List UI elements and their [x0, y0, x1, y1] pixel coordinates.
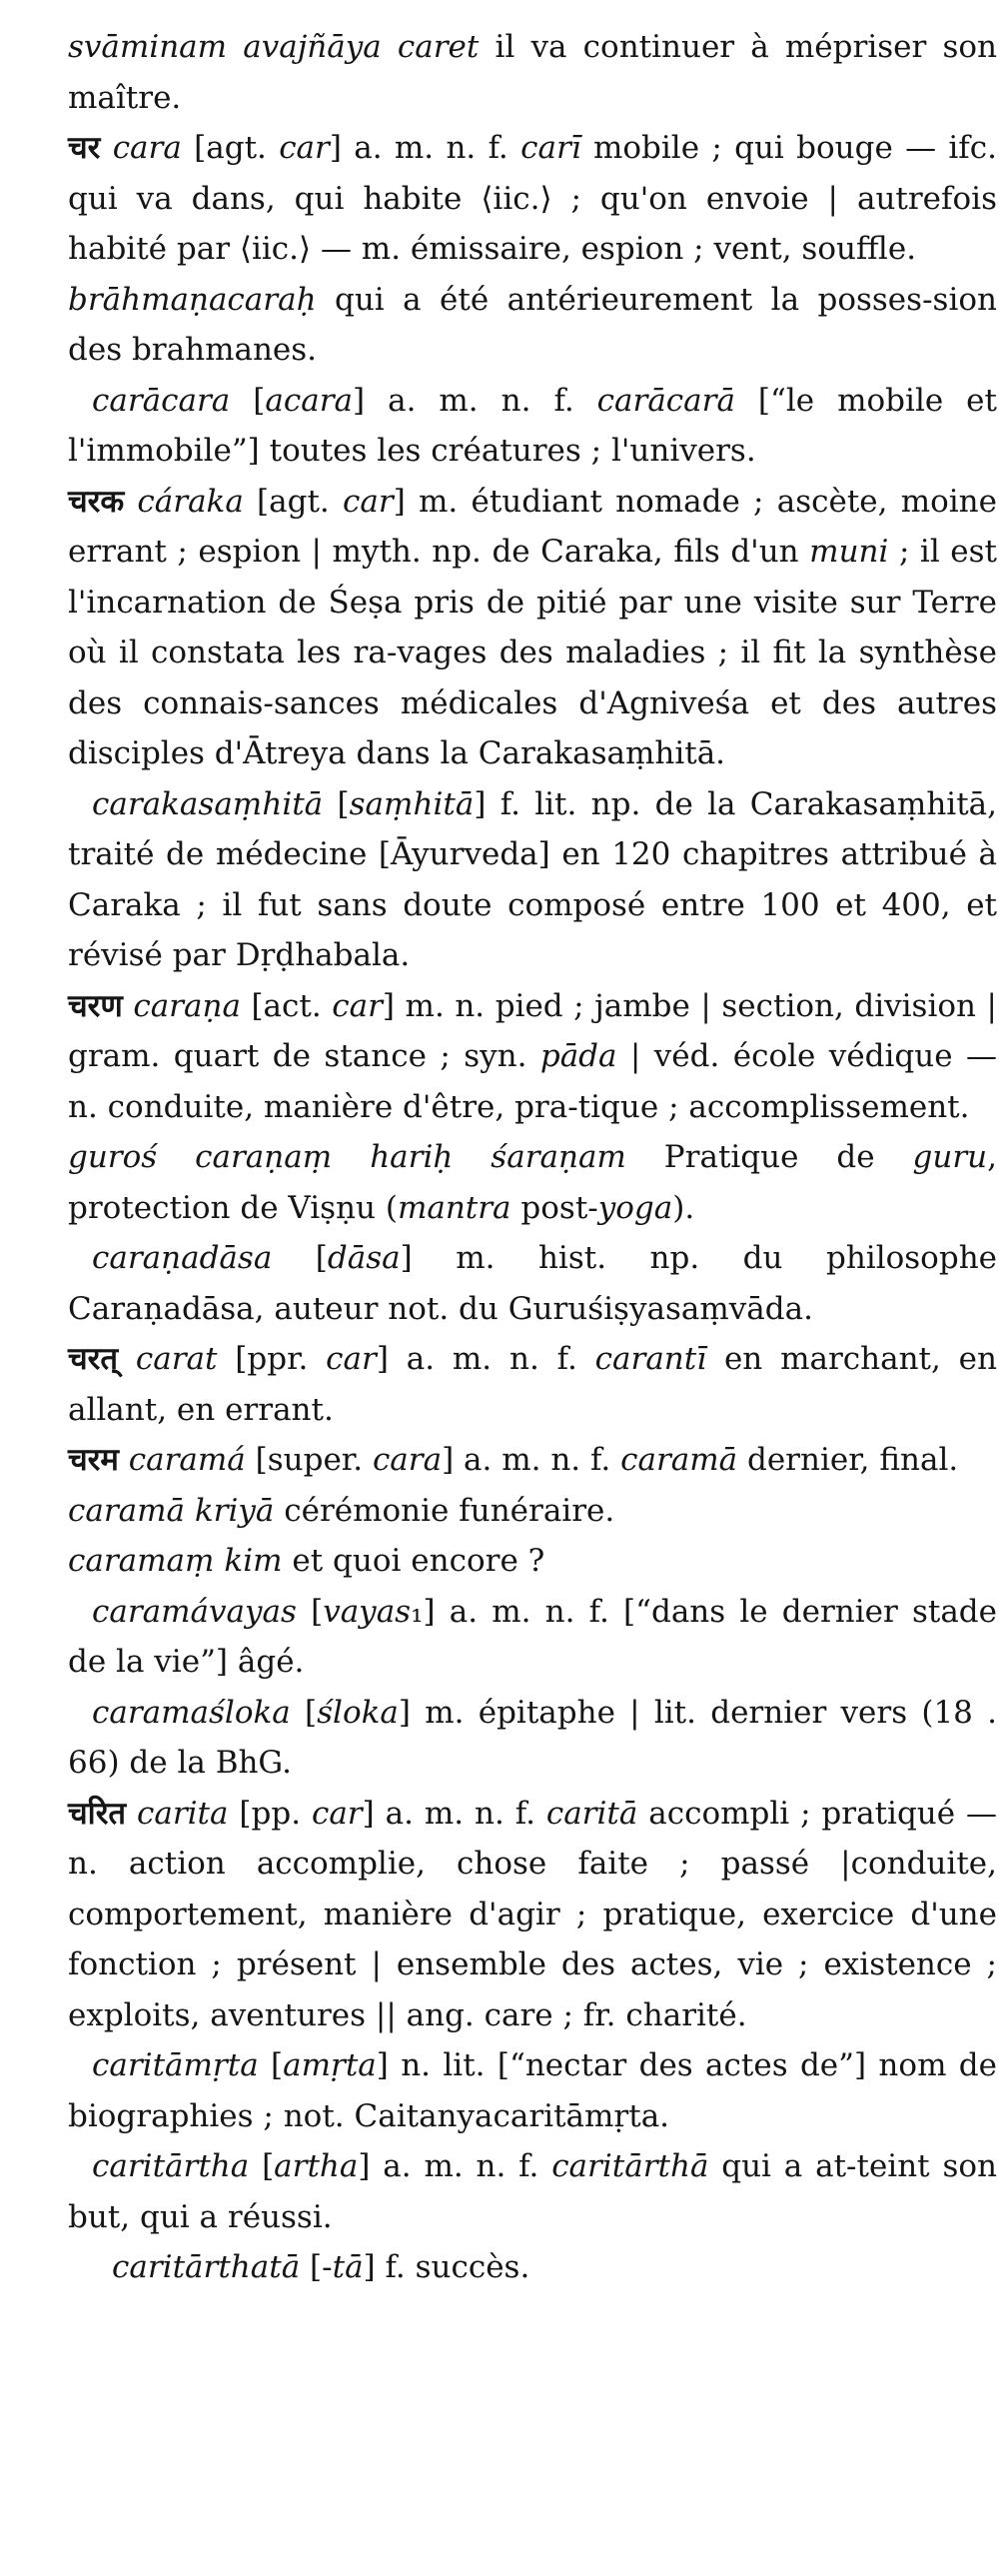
italic-term: caramā kriyā — [68, 1492, 275, 1529]
devanagari-headword: चरक — [68, 483, 125, 520]
italic-term: carācarā — [596, 382, 735, 419]
subentry — [68, 2040, 997, 2141]
italic-term: carantī — [594, 1341, 707, 1377]
entry-text: ] a. m. n. f. — [358, 2148, 552, 2184]
entry-text: [pp. — [228, 1795, 312, 1832]
entry-text: ] a. m. n. f. — [353, 382, 597, 419]
entry-text: ] f. lit. np. de la Carakasaṃhitā, traité de médecine [Āyurveda] en 120 chapitres attribué à Caraka ; il fut sans doute composé entre 100 et 400, et révisé par Dṛḍhabala. — [68, 785, 997, 973]
italic-term: car — [311, 1795, 363, 1832]
entry-text: ] a. m. n. f. — [329, 130, 521, 166]
italic-term: caramaṃ kim — [68, 1543, 283, 1579]
italic-term: car — [279, 130, 330, 166]
entry-text: [super. — [245, 1442, 373, 1478]
subentry — [68, 1587, 997, 1688]
italic-term: caritārthatā — [112, 2249, 301, 2285]
italic-term: caritārtha — [92, 2148, 250, 2184]
italic-term: carita — [136, 1795, 229, 1832]
entry-text: ] m. étudiant nomade ; ascète, moine errant ; espion | myth. np. de Caraka, fils d'un — [68, 483, 997, 570]
italic-term: dāsa — [327, 1240, 401, 1276]
headword-entry — [68, 123, 997, 275]
italic-term: guru — [912, 1139, 988, 1175]
italic-term: caramávayas — [92, 1593, 297, 1630]
headword-entry — [68, 477, 997, 779]
subentry — [68, 2242, 997, 2293]
phrase-entry — [68, 22, 997, 123]
entry-text: [act. — [240, 987, 333, 1024]
italic-term: artha — [274, 2148, 359, 2184]
entry-text — [100, 130, 112, 166]
italic-term: car — [332, 987, 383, 1024]
italic-term: caritā — [545, 1795, 638, 1832]
headword-entry — [68, 1334, 997, 1435]
entry-text: [ — [258, 2047, 284, 2083]
entry-text — [126, 1796, 137, 1832]
italic-term: caraṇadāsa — [92, 1240, 273, 1276]
italic-term: caritārthā — [551, 2148, 709, 2184]
devanagari-headword: चरम — [68, 1442, 119, 1478]
entry-text: et quoi encore ? — [282, 1543, 545, 1579]
italic-term: caritāmṛta — [92, 2047, 259, 2083]
italic-term: śloka — [317, 1694, 399, 1731]
entry-text: [ — [249, 2148, 275, 2184]
italic-term: acara — [265, 382, 354, 419]
entry-text: Pratique de — [625, 1139, 913, 1175]
italic-term: car — [326, 1341, 377, 1377]
entry-text: ] a. m. n. f. — [376, 1341, 595, 1377]
italic-term: cara — [372, 1442, 443, 1478]
italic-term: car — [343, 483, 394, 520]
entry-text: | véd. école védique — n. conduite, manière d'être, pra-tique ; accomplissement. — [68, 1038, 997, 1125]
entry-text: [ppr. — [217, 1341, 327, 1377]
phrase-entry — [68, 275, 997, 376]
phrase-entry — [68, 1486, 997, 1537]
phrase-entry — [68, 1132, 997, 1233]
entry-text: ] m. hist. np. du philosophe Caraṇadāsa, auteur not. du Guruśiṣyasaṃvāda. — [68, 1240, 998, 1327]
entry-text: dernier, final. — [737, 1442, 959, 1478]
entry-text: [ — [230, 382, 266, 419]
entry-text — [123, 988, 134, 1024]
italic-term: vayas — [323, 1593, 412, 1630]
entry-text: post- — [510, 1189, 598, 1226]
headword-entry — [68, 1435, 997, 1486]
phrase-entry — [68, 1536, 997, 1587]
entry-text: qui a at-teint son but, qui a réussi. — [68, 2148, 997, 2235]
entry-text: [agt. — [243, 483, 344, 520]
entry-text: ] f. succès. — [363, 2249, 530, 2285]
subentry — [68, 2141, 997, 2242]
headword-entry — [68, 981, 997, 1133]
subentry — [68, 1688, 997, 1789]
italic-term: carācara — [92, 382, 231, 419]
entry-text: [- — [300, 2249, 333, 2285]
entry-text: , protection de Viṣṇu ( — [68, 1139, 997, 1226]
italic-term: caramaśloka — [92, 1694, 291, 1731]
subentry — [68, 376, 997, 477]
entry-text: qui a été antérieurement la posses-sion des brahmanes. — [68, 281, 997, 368]
italic-term: mantra — [397, 1189, 511, 1226]
entry-text: il va continuer à mépriser son maître. — [68, 29, 997, 116]
italic-term: amṛta — [283, 2047, 377, 2083]
entry-text: [ — [296, 1593, 324, 1630]
devanagari-headword: चरित — [68, 1795, 127, 1832]
entry-text — [124, 484, 137, 520]
italic-term: caramá — [128, 1442, 246, 1478]
devanagari-headword: चर — [68, 130, 101, 166]
entry-text: cérémonie funéraire. — [274, 1492, 615, 1529]
devanagari-headword: चरण — [68, 987, 123, 1024]
headword-entry — [68, 1789, 997, 2041]
entry-text: accompli ; pratiqué — n. action accomplie, chose faite ; passé |conduite, comportement, manière d'agir ; pratique, exercice d'une fonction ; présent | ensemble des actes, vie ; existence ; exploits, aventures || ang. care ; fr. charité. — [68, 1795, 997, 2033]
entry-text: [“le mobile et l'immobile”] toutes les créatures ; l'univers. — [68, 382, 997, 469]
entry-text: ] m. épitaphe | lit. dernier vers (18 . 66) de la BhG. — [68, 1694, 997, 1781]
entry-text: [ — [290, 1694, 318, 1731]
entry-text — [118, 1341, 136, 1377]
italic-term: tā — [332, 2249, 364, 2285]
devanagari-headword: चरत् — [68, 1341, 119, 1377]
dictionary-page — [68, 22, 997, 2293]
italic-term: carat — [135, 1341, 218, 1377]
italic-term: cara — [112, 130, 182, 166]
italic-term: carī — [520, 130, 581, 166]
entry-text — [119, 1442, 129, 1478]
italic-term: caraṇa — [133, 987, 241, 1024]
italic-term: svāminam avajñāya caret — [68, 29, 480, 65]
entry-text: [ — [272, 1240, 328, 1276]
italic-term: carakasaṃhitā — [92, 785, 324, 822]
italic-term: saṃhitā — [349, 785, 475, 822]
entry-text: [agt. — [181, 130, 280, 166]
subentry — [68, 1233, 997, 1334]
entry-text: ₁ — [411, 1593, 424, 1630]
italic-term: guroś caraṇaṃ hariḥ śaraṇam — [68, 1139, 626, 1175]
entry-text: ). — [672, 1189, 695, 1226]
subentry — [68, 779, 997, 981]
italic-term: cáraka — [137, 483, 244, 520]
italic-term: yoga — [597, 1189, 673, 1226]
italic-term: caramā — [620, 1442, 738, 1478]
italic-term: brāhmaṇacaraḥ — [68, 281, 317, 318]
entry-text: mobile ; qui bouge — ifc. qui va dans, qui habite ⟨iic.⟩ ; qu'on envoie | autrefois habité par ⟨iic.⟩ — m. émissaire, espion ; vent, souffle. — [68, 130, 997, 267]
entry-text: ] n. lit. [“nectar des actes de”] nom de biographies ; not. Caitanyacaritāmṛta. — [68, 2047, 997, 2134]
entry-text: en marchant, en allant, en errant. — [68, 1341, 997, 1428]
italic-term: pāda — [539, 1038, 617, 1074]
italic-term: muni — [809, 534, 889, 570]
entry-text: [ — [323, 785, 350, 822]
entry-text: ] m. n. pied ; jambe | section, division | gram. quart de stance ; syn. — [68, 987, 997, 1074]
entry-text: ] a. m. n. f. — [442, 1442, 621, 1478]
entry-text: ] a. m. n. f. [“dans le dernier stade de la vie”] âgé. — [68, 1593, 997, 1680]
entry-text: ; il est l'incarnation de Śeṣa pris de pitié par une visite sur Terre où il constata les ra-vages des maladies ; il fit la synthèse des connais-sances médicales d'Agniveśa et des autres disciples d'Ātreya dans la Carakasaṃhitā. — [68, 534, 997, 771]
entry-text: ] a. m. n. f. — [362, 1795, 546, 1832]
